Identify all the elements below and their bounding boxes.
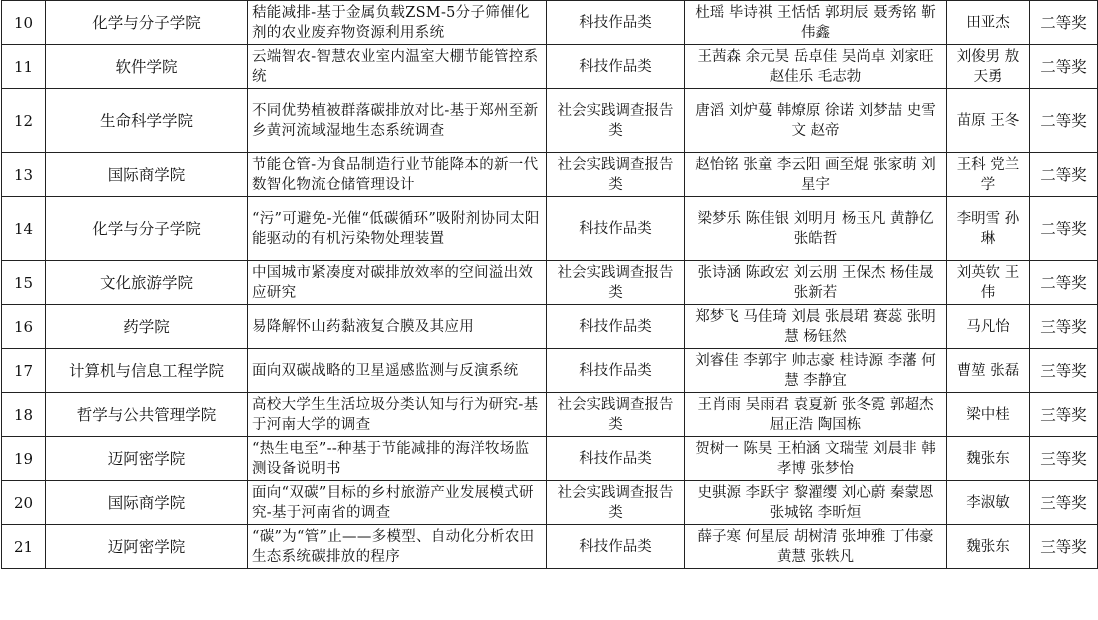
category-cell: 社会实践调查报告类 bbox=[547, 89, 685, 153]
table-row bbox=[2, 393, 1098, 437]
members-cell: 郑梦飞 马佳琦 刘晨 张晨珺 赛蕊 张明慧 杨钰然 bbox=[685, 305, 947, 349]
award-cell: 三等奖 bbox=[1030, 393, 1098, 437]
project-title-cell: 面向“双碳”目标的乡村旅游产业发展模式研究-基于河南省的调查 bbox=[248, 481, 547, 525]
college-cell: 软件学院 bbox=[46, 45, 248, 89]
table-row bbox=[2, 89, 1098, 153]
table-row bbox=[2, 349, 1098, 393]
project-title-cell: 面向双碳战略的卫星遥感监测与反演系统 bbox=[248, 349, 547, 393]
category-cell: 科技作品类 bbox=[547, 437, 685, 481]
category-cell: 科技作品类 bbox=[547, 525, 685, 569]
advisor-cell: 李淑敏 bbox=[947, 481, 1030, 525]
table-row bbox=[2, 261, 1098, 305]
members-cell: 张诗涵 陈政宏 刘云朋 王保杰 杨佳晟 张新若 bbox=[685, 261, 947, 305]
members-cell: 赵怡铭 张童 李云阳 画至焜 张家萌 刘星宇 bbox=[685, 153, 947, 197]
row-number: 18 bbox=[2, 393, 46, 437]
project-title-cell: 节能仓管-为食品制造行业节能降本的新一代数智化物流仓储管理设计 bbox=[248, 153, 547, 197]
college-cell: 迈阿密学院 bbox=[46, 437, 248, 481]
row-number: 14 bbox=[2, 197, 46, 261]
advisor-cell: 田亚杰 bbox=[947, 1, 1030, 45]
award-cell: 二等奖 bbox=[1030, 89, 1098, 153]
row-number: 20 bbox=[2, 481, 46, 525]
college-cell: 生命科学学院 bbox=[46, 89, 248, 153]
award-cell: 二等奖 bbox=[1030, 197, 1098, 261]
members-cell: 史骐源 李跃宇 黎濯缨 刘心蔚 秦蒙恩 张城铭 李昕烜 bbox=[685, 481, 947, 525]
category-cell: 社会实践调查报告类 bbox=[547, 153, 685, 197]
award-cell: 二等奖 bbox=[1030, 153, 1098, 197]
college-cell: 化学与分子学院 bbox=[46, 1, 248, 45]
award-cell: 二等奖 bbox=[1030, 45, 1098, 89]
project-title-cell: 不同优势植被群落碳排放对比-基于郑州至新乡黄河流域湿地生态系统调查 bbox=[248, 89, 547, 153]
category-cell: 科技作品类 bbox=[547, 45, 685, 89]
college-cell: 计算机与信息工程学院 bbox=[46, 349, 248, 393]
award-cell: 三等奖 bbox=[1030, 305, 1098, 349]
advisor-cell: 梁中桂 bbox=[947, 393, 1030, 437]
advisor-cell: 王科 党兰学 bbox=[947, 153, 1030, 197]
project-title-cell: 易降解怀山药黏液复合膜及其应用 bbox=[248, 305, 547, 349]
category-cell: 科技作品类 bbox=[547, 305, 685, 349]
advisor-cell: 曹堃 张磊 bbox=[947, 349, 1030, 393]
table-row bbox=[2, 305, 1098, 349]
advisor-cell: 刘英钦 王伟 bbox=[947, 261, 1030, 305]
members-cell: 梁梦乐 陈佳银 刘明月 杨玉凡 黄静亿 张皓哲 bbox=[685, 197, 947, 261]
members-cell: 杜瑶 毕诗祺 王恬恬 郭玥辰 聂秀铭 靳伟鑫 bbox=[685, 1, 947, 45]
advisor-cell: 魏张东 bbox=[947, 437, 1030, 481]
advisor-cell: 李明雪 孙琳 bbox=[947, 197, 1030, 261]
advisor-cell: 苗原 王冬 bbox=[947, 89, 1030, 153]
college-cell: 迈阿密学院 bbox=[46, 525, 248, 569]
table-row bbox=[2, 197, 1098, 261]
awards-table bbox=[1, 0, 1098, 569]
table-row bbox=[2, 437, 1098, 481]
award-cell: 三等奖 bbox=[1030, 349, 1098, 393]
category-cell: 社会实践调查报告类 bbox=[547, 261, 685, 305]
members-cell: 唐滔 刘炉蔓 韩燎原 徐诺 刘梦喆 史雪文 赵帝 bbox=[685, 89, 947, 153]
award-cell: 三等奖 bbox=[1030, 481, 1098, 525]
project-title-cell: 秸能减排-基于金属负载ZSM-5分子筛催化剂的农业废弃物资源利用系统 bbox=[248, 1, 547, 45]
award-cell: 三等奖 bbox=[1030, 525, 1098, 569]
table-row bbox=[2, 481, 1098, 525]
advisor-cell: 马凡怡 bbox=[947, 305, 1030, 349]
members-cell: 刘睿佳 李郭宇 帅志豪 桂诗源 李藩 何慧 李静宜 bbox=[685, 349, 947, 393]
college-cell: 文化旅游学院 bbox=[46, 261, 248, 305]
project-title-cell: “碳”为“管”止——多模型、自动化分析农田生态系统碳排放的程序 bbox=[248, 525, 547, 569]
advisor-cell: 魏张东 bbox=[947, 525, 1030, 569]
award-cell: 三等奖 bbox=[1030, 437, 1098, 481]
row-number: 11 bbox=[2, 45, 46, 89]
category-cell: 科技作品类 bbox=[547, 197, 685, 261]
row-number: 19 bbox=[2, 437, 46, 481]
table-row bbox=[2, 45, 1098, 89]
row-number: 17 bbox=[2, 349, 46, 393]
category-cell: 科技作品类 bbox=[547, 1, 685, 45]
category-cell: 社会实践调查报告类 bbox=[547, 481, 685, 525]
table-row bbox=[2, 1, 1098, 45]
award-cell: 二等奖 bbox=[1030, 1, 1098, 45]
project-title-cell: 中国城市紧凑度对碳排放效率的空间溢出效应研究 bbox=[248, 261, 547, 305]
members-cell: 王茜森 余元昊 岳卓佳 吴尚卓 刘家旺 赵佳乐 毛志勃 bbox=[685, 45, 947, 89]
project-title-cell: 云端智农-智慧农业室内温室大棚节能管控系统 bbox=[248, 45, 547, 89]
college-cell: 国际商学院 bbox=[46, 153, 248, 197]
members-cell: 王肖雨 吴雨君 袁夏新 张冬霓 郭超杰 屈正浩 陶国栋 bbox=[685, 393, 947, 437]
college-cell: 药学院 bbox=[46, 305, 248, 349]
table-row bbox=[2, 525, 1098, 569]
members-cell: 贺树一 陈昊 王柏涵 文瑞莹 刘晨非 韩孝博 张梦怡 bbox=[685, 437, 947, 481]
project-title-cell: 高校大学生生活垃圾分类认知与行为研究-基于河南大学的调查 bbox=[248, 393, 547, 437]
advisor-cell: 刘俊男 敖天勇 bbox=[947, 45, 1030, 89]
members-cell: 薛子寒 何星辰 胡树清 张坤雅 丁伟豪 黄慧 张轶凡 bbox=[685, 525, 947, 569]
project-title-cell: “污”可避免-光催“低碳循环”吸附剂协同太阳能驱动的有机污染物处理装置 bbox=[248, 197, 547, 261]
award-cell: 二等奖 bbox=[1030, 261, 1098, 305]
project-title-cell: “热生电至”--种基于节能减排的海洋牧场监测设备说明书 bbox=[248, 437, 547, 481]
row-number: 10 bbox=[2, 1, 46, 45]
row-number: 13 bbox=[2, 153, 46, 197]
row-number: 16 bbox=[2, 305, 46, 349]
row-number: 12 bbox=[2, 89, 46, 153]
table-row bbox=[2, 153, 1098, 197]
row-number: 21 bbox=[2, 525, 46, 569]
row-number: 15 bbox=[2, 261, 46, 305]
category-cell: 社会实践调查报告类 bbox=[547, 393, 685, 437]
college-cell: 哲学与公共管理学院 bbox=[46, 393, 248, 437]
category-cell: 科技作品类 bbox=[547, 349, 685, 393]
college-cell: 化学与分子学院 bbox=[46, 197, 248, 261]
college-cell: 国际商学院 bbox=[46, 481, 248, 525]
